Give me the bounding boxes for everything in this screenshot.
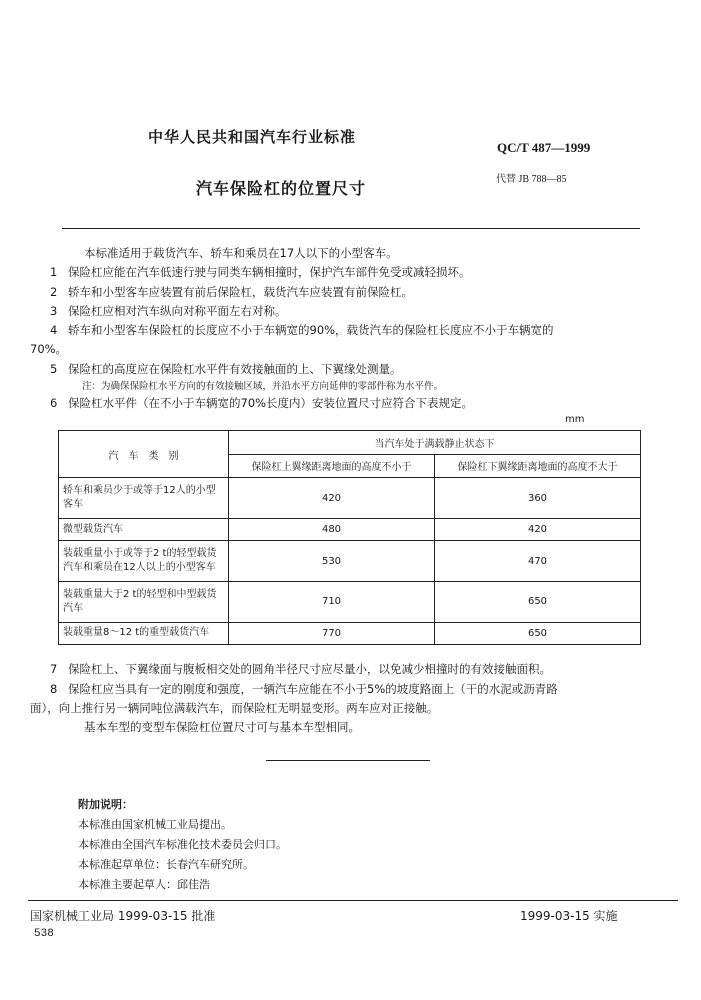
clause-number: 2 — [50, 285, 58, 299]
section-divider — [266, 760, 430, 761]
table-row — [59, 518, 641, 540]
clause-6 — [50, 394, 650, 412]
clause-text: 保险杠上、下翼缘面与腹板相交处的圆角半径尺寸应尽量小，以免减少相撞时的有效接触面积。 — [68, 662, 551, 676]
lower-height-value: 650 — [435, 622, 641, 644]
clause-number: 8 — [50, 682, 58, 696]
upper-height-value: 480 — [229, 518, 435, 540]
appendix-line: 本标准起草单位：长春汽车研究所。 — [78, 858, 254, 871]
clause-4-continued: 70%。 — [30, 342, 68, 356]
lower-height-value: 360 — [435, 478, 641, 519]
appendix-line: 本标准由全国汽车标准化技术委员会归口。 — [78, 838, 287, 851]
clause-number: 4 — [50, 323, 58, 337]
appendix-heading: 附加说明： — [78, 798, 133, 811]
bumper-dimension-table — [58, 430, 641, 645]
clause-text: 保险杠应相对汽车纵向对称平面左右对称。 — [68, 304, 287, 318]
clause-8-continued: 面），向上推行另一辆同吨位满载汽车，而保险杠无明显变形。两车应对正接触。 — [30, 701, 439, 715]
clause-3 — [50, 302, 650, 320]
upper-height-value: 710 — [229, 581, 435, 622]
appendix-line: 本标准由国家机械工业局提出。 — [78, 818, 232, 831]
vehicle-category: 装载重量大于2 t的轻型和中型载货汽车 — [59, 581, 229, 622]
vehicle-category: 微型载货汽车 — [59, 518, 229, 540]
clause-text: 保险杠应能在汽车低速行驶与同类车辆相撞时，保护汽车部件免受或减轻损坏。 — [68, 265, 471, 279]
clause-2 — [50, 283, 650, 301]
clause-number: 3 — [50, 304, 58, 318]
clause-text: 轿车和小型客车保险杠的长度应不小于车辆宽的90%，载货汽车的保险杠长度应不小于车辆宽的 — [68, 323, 554, 337]
category-column-header: 汽 车 类 别 — [59, 431, 229, 478]
vehicle-category: 轿车和乘员少于或等于12人的小型客车 — [59, 478, 229, 519]
clause-number: 7 — [50, 662, 58, 676]
clause-7 — [50, 660, 650, 678]
clause-5-note: 注：为确保保险杠水平方向的有效接触区域，并沿水平方向延伸的零部件称为水平件。 — [82, 381, 444, 392]
lower-height-value: 420 — [435, 518, 641, 540]
appendix-line: 本标准主要起草人：邱佳浩 — [78, 878, 210, 891]
replaces-note: 代替 JB 788—85 — [496, 174, 567, 185]
lower-height-value: 650 — [435, 581, 641, 622]
effective-date: 1999-03-15 实施 — [520, 909, 618, 923]
table-row — [59, 478, 641, 519]
clause-text: 保险杠的高度应在保险杠水平件有效接触面的上、下翼缘处测量。 — [68, 362, 402, 376]
table-row — [59, 622, 641, 644]
standard-category-heading: 中华人民共和国汽车行业标准 — [148, 128, 357, 146]
clause-4 — [50, 321, 650, 339]
clause-5 — [50, 360, 650, 378]
clause-text: 保险杠水平件（在不小于车辆宽的70%长度内）安装位置尺寸应符合下表规定。 — [68, 396, 474, 410]
clause-8 — [50, 680, 650, 698]
approval-date: 国家机械工业局 1999-03-15 批准 — [30, 909, 216, 923]
table-row — [59, 581, 641, 622]
upper-flange-column-header: 保险杠上翼缘距离地面的高度不小于 — [229, 454, 435, 478]
footer-divider — [28, 900, 678, 901]
vehicle-category: 装载重量8～12 t的重型载货汽车 — [59, 622, 229, 644]
upper-height-value: 770 — [229, 622, 435, 644]
table-row — [59, 541, 641, 582]
lower-height-value: 470 — [435, 541, 641, 582]
page-number: 538 — [34, 928, 54, 940]
header-divider — [62, 228, 640, 229]
loaded-state-column-header: 当汽车处于满载静止状态下 — [229, 431, 641, 455]
clause-text: 保险杠应当具有一定的刚度和强度，一辆汽车应能在不小于5%的坡度路面上（干的水泥或沥青路 — [68, 682, 558, 696]
clause-number: 6 — [50, 396, 58, 410]
clause-1 — [50, 263, 650, 281]
upper-height-value: 530 — [229, 541, 435, 582]
intro-paragraph: 本标准适用于载货汽车、轿车和乘员在17人以下的小型客车。 — [84, 246, 398, 260]
closing-paragraph: 基本车型的变型车保险杠位置尺寸可与基本车型相同。 — [84, 720, 360, 734]
document-title: 汽车保险杠的位置尺寸 — [196, 179, 367, 198]
vehicle-category: 装载重量小于或等于2 t的轻型载货汽车和乘员在12人以上的小型客车 — [59, 541, 229, 582]
clause-number: 1 — [50, 265, 58, 279]
clause-number: 5 — [50, 362, 58, 376]
clause-text: 轿车和小型客车应装置有前后保险杠，载货汽车应装置有前保险杠。 — [68, 285, 413, 299]
standard-number: QC/T 487—1999 — [497, 140, 591, 155]
table-unit: mm — [565, 414, 585, 425]
upper-height-value: 420 — [229, 478, 435, 519]
lower-flange-column-header: 保险杠下翼缘距离地面的高度不大于 — [435, 454, 641, 478]
